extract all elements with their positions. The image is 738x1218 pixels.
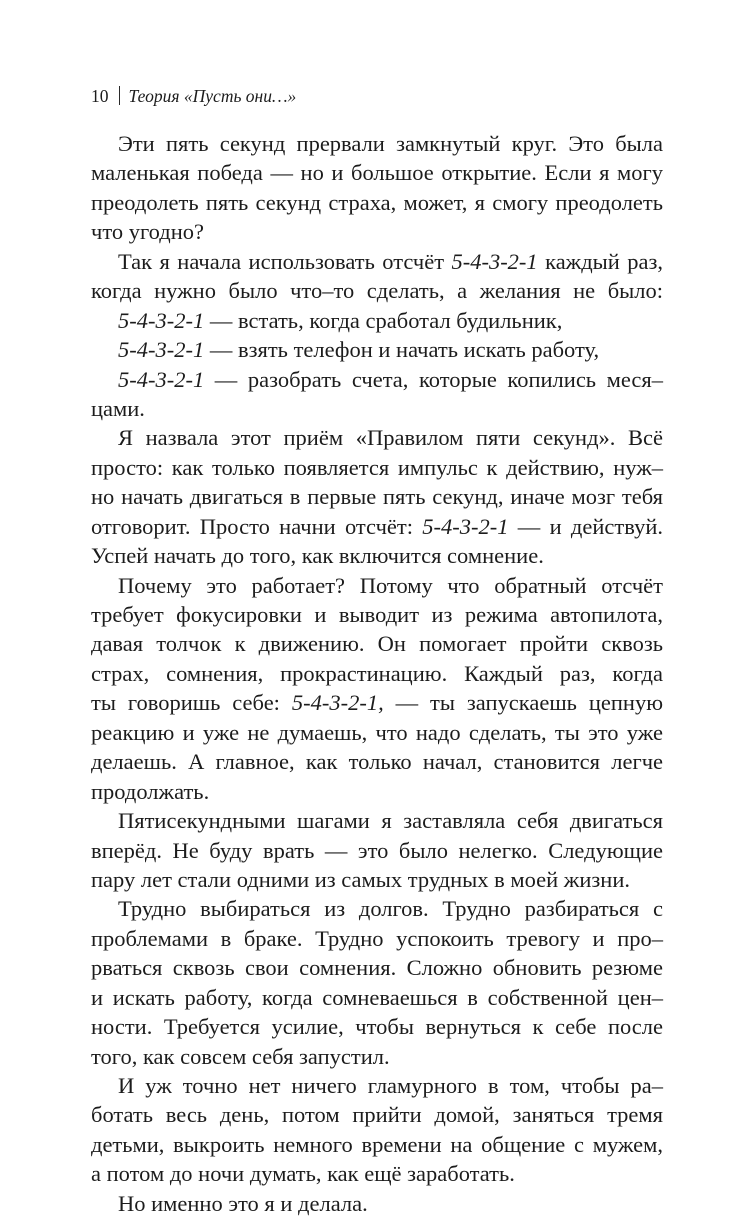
text-run: а потом до ночи думать, как ещё заработать. (91, 1161, 515, 1187)
text-line (91, 247, 663, 276)
text-run: рваться сквозь свои сомнения. Сложно обновить резюме (91, 955, 663, 981)
text-run: Почему это работает? Потому что обратный отсчёт (118, 572, 663, 598)
text-run: — встать, когда сработал будильник, (204, 307, 563, 333)
text-run: делаешь. А главное, как только начал, становится легче (91, 749, 663, 775)
text-run: просто: как только появляется импульс к действию, нуж– (91, 454, 663, 480)
page-number: 10 (91, 86, 109, 106)
text-line (91, 423, 663, 452)
text-line (91, 777, 663, 806)
text-run: ности. Требуется усилие, чтобы вернуться к себе после (91, 1014, 663, 1040)
text-line (91, 1042, 663, 1071)
text-run: вперёд. Не буду врать — это было нелегко. Следующие (91, 837, 663, 863)
text-run: проблемами в браке. Трудно успокоить тревогу и про– (91, 925, 663, 951)
text-line (91, 217, 663, 246)
text-line (91, 335, 663, 364)
body-text (91, 129, 663, 1218)
text-line (91, 1159, 663, 1188)
text-line (91, 394, 663, 423)
text-run: Но именно это я и делала. (118, 1190, 368, 1216)
text-line (91, 129, 663, 158)
text-run: — и действуй. (508, 513, 663, 539)
text-line (91, 1130, 663, 1159)
text-run: и искать работу, когда сомневаешься в собственной цен– (91, 984, 663, 1010)
text-run: цами. (91, 395, 145, 421)
text-run: отговорит. Просто начни отсчёт: (91, 513, 423, 539)
text-run: каждый раз, (537, 248, 663, 274)
text-run: требует фокусировки и выводит из режима автопилота, (91, 602, 663, 627)
countdown-emphasis: 5-4-3-2-1 (451, 248, 538, 274)
text-line (91, 541, 663, 570)
countdown-emphasis: 5-4-3-2-1 (118, 307, 205, 333)
text-run: преодолеть пять секунд страха, может, я смогу преодолеть (91, 189, 663, 215)
text-line (91, 365, 663, 394)
text-line (91, 482, 663, 511)
text-run: детьми, выкроить немного времени на общение с мужем, (91, 1131, 663, 1157)
text-line (91, 453, 663, 482)
text-run: Трудно выбираться из долгов. Трудно разбираться с (118, 896, 663, 922)
text-run: но начать двигаться в первые пять секунд, иначе мозг тебя (91, 484, 663, 510)
text-line (91, 188, 663, 217)
text-run: того, как совсем себя запустил. (91, 1043, 390, 1069)
countdown-emphasis: 5-4-3-2-1, (291, 690, 384, 716)
text-line (91, 894, 663, 923)
text-run: реакцию и уже не думаешь, что надо сделать, ты это уже (91, 719, 663, 745)
text-line (91, 1071, 663, 1100)
running-header (91, 84, 296, 108)
text-run: когда нужно было что–то сделать, а желания не было: (91, 278, 663, 304)
text-run: Так я начала использовать отсчёт (118, 248, 452, 274)
text-run: продолжать. (91, 778, 210, 804)
text-run: давая толчок к движению. Он помогает пройти сквозь (91, 631, 663, 657)
text-line (91, 512, 663, 541)
text-run: что угодно? (91, 219, 204, 245)
text-line (91, 306, 663, 335)
text-line (91, 688, 663, 717)
text-run: страх, сомнения, прокрастинацию. Каждый раз, когда (91, 660, 663, 686)
text-line (91, 158, 663, 187)
running-title: Теория «Пусть они…» (128, 86, 297, 106)
text-line (91, 629, 663, 658)
text-line (91, 953, 663, 982)
text-run: ты говоришь себе: (91, 690, 292, 716)
text-line (91, 865, 663, 894)
text-line (91, 983, 663, 1012)
text-run: Эти пять секунд прервали замкнутый круг. Это была (118, 131, 663, 156)
text-line (91, 806, 663, 835)
text-line (91, 718, 663, 747)
text-run: маленькая победа — но и большое открытие. Если я могу (91, 160, 663, 186)
text-run: пару лет стали одними из самых трудных в моей жизни. (91, 866, 630, 892)
header-divider (119, 86, 120, 105)
text-line (91, 571, 663, 600)
text-run: И уж точно нет ничего гламурного в том, чтобы ра– (118, 1073, 663, 1098)
text-run: Я назвала этот приём «Правилом пяти секунд». Всё (118, 425, 663, 451)
text-line (91, 1189, 663, 1218)
countdown-emphasis: 5-4-3-2-1 (118, 366, 205, 392)
text-line (91, 659, 663, 688)
text-line (91, 747, 663, 776)
text-line (91, 1012, 663, 1041)
text-run: — разобрать счета, которые копились меся– (204, 366, 663, 392)
text-line (91, 1100, 663, 1129)
text-line (91, 600, 663, 629)
text-run: Пятисекундными шагами я заставляла себя двигаться (118, 808, 663, 834)
text-line (91, 924, 663, 953)
text-line (91, 836, 663, 865)
text-run: — ты запускаешь цепную (383, 690, 664, 716)
text-run: ботать весь день, потом прийти домой, заняться тремя (91, 1102, 663, 1128)
text-line (91, 276, 663, 305)
countdown-emphasis: 5-4-3-2-1 (422, 513, 509, 539)
countdown-emphasis: 5-4-3-2-1 (118, 337, 205, 363)
text-run: Успей начать до того, как включится сомнение. (91, 543, 544, 569)
text-run: — взять телефон и начать искать работу, (204, 337, 600, 363)
